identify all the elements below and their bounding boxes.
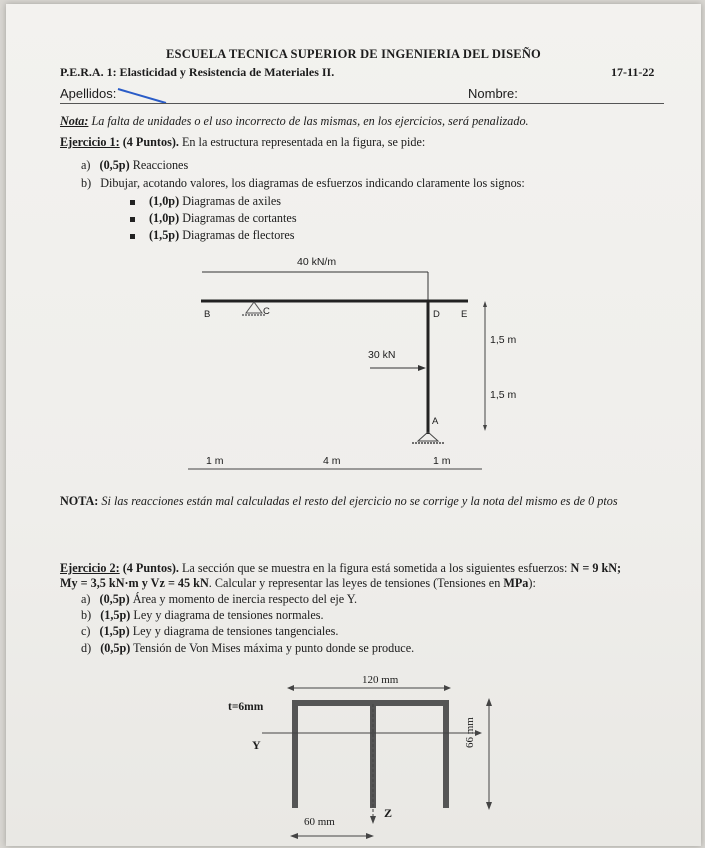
node-a-label: A bbox=[432, 416, 439, 427]
section-width-label: 120 mm bbox=[362, 674, 399, 686]
ex1-item-a-text: Reacciones bbox=[129, 158, 189, 172]
dimension-arrow-icon bbox=[444, 685, 451, 691]
note-text: La falta de unidades o el uso incorrecto de las mismas, en los ejercicios, será penalizado. bbox=[88, 114, 529, 128]
dimension-arrow-icon bbox=[290, 833, 298, 839]
ex2-line2-end: ): bbox=[528, 576, 536, 590]
school-title: ESCUELA TECNICA SUPERIOR DE INGENIERIA DEL DISEÑO bbox=[166, 47, 541, 61]
dim-v2-label: 1,5 m bbox=[490, 389, 517, 401]
exam-date: 17-11-22 bbox=[611, 65, 655, 79]
ex1-points: (4 Puntos). bbox=[119, 135, 179, 149]
ex1-item-a-points: (0,5p) bbox=[99, 158, 130, 172]
dimension-arrow-icon bbox=[486, 802, 492, 810]
item-letter: a) bbox=[81, 592, 91, 606]
ex2-unit: MPa bbox=[503, 576, 529, 590]
surname-label: Apellidos: bbox=[60, 86, 117, 101]
exam-sheet bbox=[6, 4, 701, 846]
dim-v1-label: 1,5 m bbox=[490, 334, 517, 346]
dim-h1-label: 1 m bbox=[206, 455, 224, 467]
force-label: 30 kN bbox=[368, 349, 396, 361]
left-web bbox=[292, 700, 298, 808]
bullet-text: Diagramas de flectores bbox=[179, 228, 295, 242]
node-d-label: D bbox=[433, 309, 440, 320]
dimension-arrow-icon bbox=[366, 833, 374, 839]
bullet-points: (1,0p) bbox=[149, 211, 180, 225]
y-axis-arrow-icon bbox=[475, 730, 482, 736]
ex1-intro: En la estructura representada en la figura, se pide: bbox=[178, 135, 426, 149]
cross-section-figure bbox=[6, 4, 701, 846]
item-letter: d) bbox=[81, 641, 92, 655]
item-text: Ley y diagrama de tensiones normales. bbox=[130, 608, 324, 622]
load-label: 40 kN/m bbox=[297, 256, 337, 268]
nota-label: NOTA: bbox=[60, 494, 99, 508]
bullet-points: (1,5p) bbox=[149, 228, 180, 242]
ex2-line1-text: La sección que se muestra en la figura está sometida a los siguientes esfuerzos: bbox=[178, 561, 571, 575]
item-points: (1,5p) bbox=[100, 608, 131, 622]
ex1-item-b-text: Dibujar, acotando valores, los diagramas de esfuerzos indicando claramente los signos: bbox=[100, 176, 525, 190]
course-title: P.E.R.A. 1: Elasticidad y Resistencia de Materiales II. bbox=[60, 65, 335, 79]
ex1-item-a-letter: a) bbox=[81, 158, 91, 172]
item-text: Ley y diagrama de tensiones tangenciales. bbox=[129, 624, 339, 638]
thickness-label: t=6mm bbox=[228, 701, 264, 713]
y-axis-label: Y bbox=[252, 738, 261, 752]
name-label: Nombre: bbox=[468, 86, 518, 101]
nota-text: Si las reacciones están mal calculadas el resto del ejercicio no se corrige y la nota del mismo es de 0 ptos bbox=[98, 494, 618, 508]
item-letter: c) bbox=[81, 624, 91, 638]
node-b-label: B bbox=[204, 309, 211, 320]
item-points: (0,5p) bbox=[99, 592, 130, 606]
item-text: Tensión de Von Mises máxima y punto donde se produce. bbox=[130, 641, 415, 655]
bullet-text: Diagramas de cortantes bbox=[179, 211, 297, 225]
node-e-label: E bbox=[461, 309, 468, 320]
ex1-item-b-letter: b) bbox=[81, 176, 92, 190]
z-axis-arrow-icon bbox=[370, 816, 376, 824]
ex2-line2-text: . Calcular y representar las leyes de tensiones (Tensiones en bbox=[208, 576, 504, 590]
ex2-moment-shear: My = 3,5 kN·m y Vz = 45 kN bbox=[60, 576, 209, 590]
ex1-label: Ejercicio 1: bbox=[60, 135, 120, 149]
bullet-points: (1,0p) bbox=[149, 194, 180, 208]
ex2-points: (4 Puntos). bbox=[119, 561, 179, 575]
item-points: (1,5p) bbox=[99, 624, 130, 638]
ex2-axial-force: N = 9 kN; bbox=[570, 561, 622, 575]
item-points: (0,5p) bbox=[100, 641, 131, 655]
dim-h3-label: 1 m bbox=[433, 455, 451, 467]
ex2-label: Ejercicio 2: bbox=[60, 561, 120, 575]
section-bottom-label: 60 mm bbox=[304, 816, 335, 828]
dimension-arrow-icon bbox=[486, 698, 492, 706]
section-height-label: 66 mm bbox=[464, 717, 476, 748]
bullet-text: Diagramas de axiles bbox=[179, 194, 282, 208]
dim-h2-label: 4 m bbox=[323, 455, 341, 467]
dimension-arrow-icon bbox=[287, 685, 294, 691]
item-letter: b) bbox=[81, 608, 92, 622]
note-label: Nota: bbox=[60, 114, 89, 128]
right-web bbox=[443, 700, 449, 808]
item-text: Área y momento de inercia respecto del eje Y. bbox=[129, 592, 358, 606]
node-c-label: C bbox=[263, 306, 270, 317]
z-axis-label: Z bbox=[384, 806, 393, 820]
